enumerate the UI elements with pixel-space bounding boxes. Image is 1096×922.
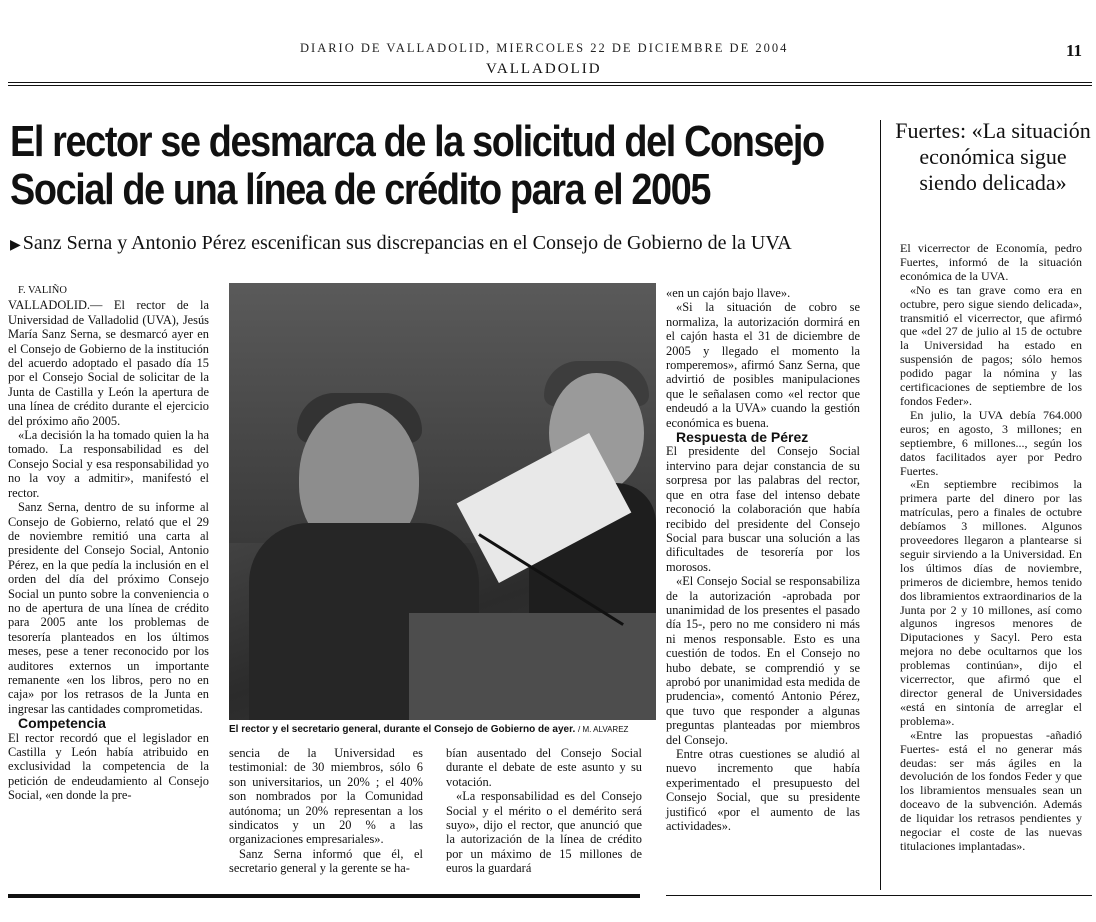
article-headline <box>10 117 824 214</box>
sidebar-body <box>900 242 1082 854</box>
sidebar-paragraph: El vicerrector de Economía, pedro Fuertes, informó de la situación económica de la UVA. <box>900 241 1082 283</box>
article-paragraph: bían ausentado del Consejo Social durante el debate de este asunto y su votación. <box>446 746 642 789</box>
dateline: VALLADOLID.— <box>8 298 103 313</box>
article-paragraph <box>8 298 209 428</box>
sidebar-paragraph: «En septiembre recibimos la primera parte del dinero por las matrículas, pero a finales de octubre debíamos 3 millones. Algunos proveedores llegaron a plantearse si seguir sirviendo a la Universidad. En los últimos días de noviembre, primeros de diciembre, hemos tenido dos libramientos extraordinarios de la Junta por 2 y 10 millones, así como algunos ingresos menores de Diputaciones y Sacyl. Pero esta mejora no debe ocultarnos que los problemas continúan», dijo el vicerrector, que afirmó que el director general de Universidades «está en sintonía de arreglar el problema». <box>900 477 1082 728</box>
article-paragraph: «El Consejo Social se responsabiliza de la autorización -aprobada por unanimidad de los presentes el pasado día 15-, pero no me considero ni más ni menos responsable. Esto es una cuestión de todos. En el Consejo no hubo debate, se comprendió y se aprobó por unanimidad esta medida de prudencia», comentó Antonio Pérez, que tuvo que responder a algunas preguntas planteadas por miembros del Consejo. <box>666 574 860 747</box>
crosshead-competencia: Competencia <box>18 715 106 732</box>
triangle-bullet-icon: ▶ <box>10 238 21 253</box>
bottom-rule-right <box>666 895 1092 896</box>
article-paragraph: «en un cajón bajo llave». <box>666 286 791 300</box>
bottom-rule-main <box>8 894 640 898</box>
crosshead-respuesta-de-perez: Respuesta de Pérez <box>676 429 809 446</box>
article-paragraph: sencia de la Universidad es testimonial: de 30 miembros, sólo 6 son universitarios, un 20% ; el 40% son nombrados por la Comunidad autónoma; un 20% representan a los sindicatos y un 20 % a las organizaciones empresariales». <box>229 746 423 847</box>
article-subheadline <box>10 232 792 255</box>
paragraph-text: El rector de la Universidad de Valladolid (UVA), Jesús María Sanz Serna, se desmarcó ayer en el Consejo de Gobierno de la institución del acuerdo adoptado el pasado día 15 por el Consejo Social de solicitar de la Junta de Castilla y León la apertura de una línea de crédito durante el ejercicio del próximo año 2005. <box>8 298 209 428</box>
photo-caption <box>229 724 628 735</box>
page-number: 11 <box>1065 41 1082 60</box>
headline-line-2: Social de una línea de crédito para el 2005 <box>10 165 711 214</box>
article-paragraph: Sanz Serna, dentro de su informe al Consejo de Gobierno, relató que el 29 de noviembre remitió una carta al presidente del Consejo Social, Antonio Pérez, en la que pedía la inclusión en el orden del día del próximo Consejo Social un punto sobre la conveniencia o no de apertura de una línea de crédito para 2005 ante los problemas de tesorería planteados en los últimos meses, pese a tener reconocido por los auditores externos un importante remanente «en los libros, pero no en caja» por los retrasos de la Junta en ingresar las cantidades comprometidas. <box>8 500 209 716</box>
sidebar-paragraph: «Entre las propuestas -añadió Fuertes- está el no generar más deudas: ser más ágiles en la devolución de los fondos Feder y que los libramientos mensuales sean un doceavo de la subvención. Además de liquidar los retrasos pendientes y negociar el coste de las nuevas titulaciones implantadas». <box>900 727 1082 853</box>
article-column-4 <box>666 286 860 833</box>
headline-line-1: El rector se desmarca de la solicitud del Consejo <box>10 117 824 166</box>
article-paragraph: Entre otras cuestiones se aludió al nuevo incremento que había experimentado el presupuesto del Consejo Social, que su presidente justificó «por el aumento de las actividades». <box>666 747 860 834</box>
sidebar-paragraph: En julio, la UVA debía 764.000 euros; en agosto, 3 millones; en septiembre, 6 millones..., según los datos facilitados ayer por Pedro Fuertes. <box>900 407 1082 478</box>
article-byline: F. VALIÑO <box>18 285 67 296</box>
article-paragraph: Sanz Serna informó que él, el secretario general y la gerente se ha- <box>229 846 423 876</box>
caption-text: El rector y el secretario general, durante el Consejo de Gobierno de ayer. <box>229 724 576 735</box>
subheadline-text: Sanz Serna y Antonio Pérez escenifican sus discrepancias en el Consejo de Gobierno de la UVA <box>22 232 792 254</box>
article-paragraph: «Si la situación de cobro se normaliza, la autorización dormirá en el cajón hasta el 31 de diciembre de 2005 y llegado el momento la romperemos», afirmó Sanz Serna, que advirtió de posibles manipulaciones que le señalasen como «el rector que endeudó a la UVA» cuando la gestión económica es buena. <box>666 300 860 430</box>
photo-credit: / M. ALVAREZ <box>578 725 629 734</box>
sidebar-paragraph: «No es tan grave como era en octubre, pero sigue siendo delicada», transmitió el vicerrector, que afirmó que «del 27 de julio al 15 de octubre la Universidad ha estado en suspensión de pagos; sólo hemos podido pagar la nómina y las certificaciones de septiembre de los fondos Feder». <box>900 282 1082 408</box>
article-paragraph: El rector recordó que el legislador en Castilla y León había atribuido en exclusividad la competencia de la petición de endeudamiento al Consejo Social, «en donde la pre- <box>8 730 209 803</box>
section-name: VALLADOLID <box>486 61 602 77</box>
article-column-2 <box>229 746 423 876</box>
masthead-rule-bottom <box>8 85 1092 86</box>
article-paragraph: «La decisión la ha tomado quien la ha tomado. La responsabilidad es del Consejo Social y esa responsabilidad yo no la voy a admitir», manifestó el rector. <box>8 428 209 500</box>
newspaper-date-line: DIARIO DE VALLADOLID, MIERCOLES 22 DE DICIEMBRE DE 2004 <box>300 41 789 55</box>
sidebar-title: Fuertes: «La situación económica sigue siendo delicada» <box>895 118 1091 195</box>
article-column-3 <box>446 746 642 876</box>
masthead-rule-top <box>8 82 1092 83</box>
article-paragraph: «La responsabilidad es del Consejo Social y el mérito o el demérito será suyo», dijo el rector, que anunció que la autorización de la línea de crédito por un máximo de 15 millones de euros la guardará <box>446 789 642 876</box>
article-column-1 <box>8 284 209 803</box>
article-paragraph: El presidente del Consejo Social intervino para dejar constancia de su sorpresa por las palabras del rector, que en otra fase del intenso debate reconoció la colaboración que había recibido del presidente del Consejo Social para buscar una solución a las dificultades de tesorería por los morosos. <box>666 444 860 574</box>
sidebar-divider <box>880 120 881 890</box>
article-photo <box>229 283 656 720</box>
